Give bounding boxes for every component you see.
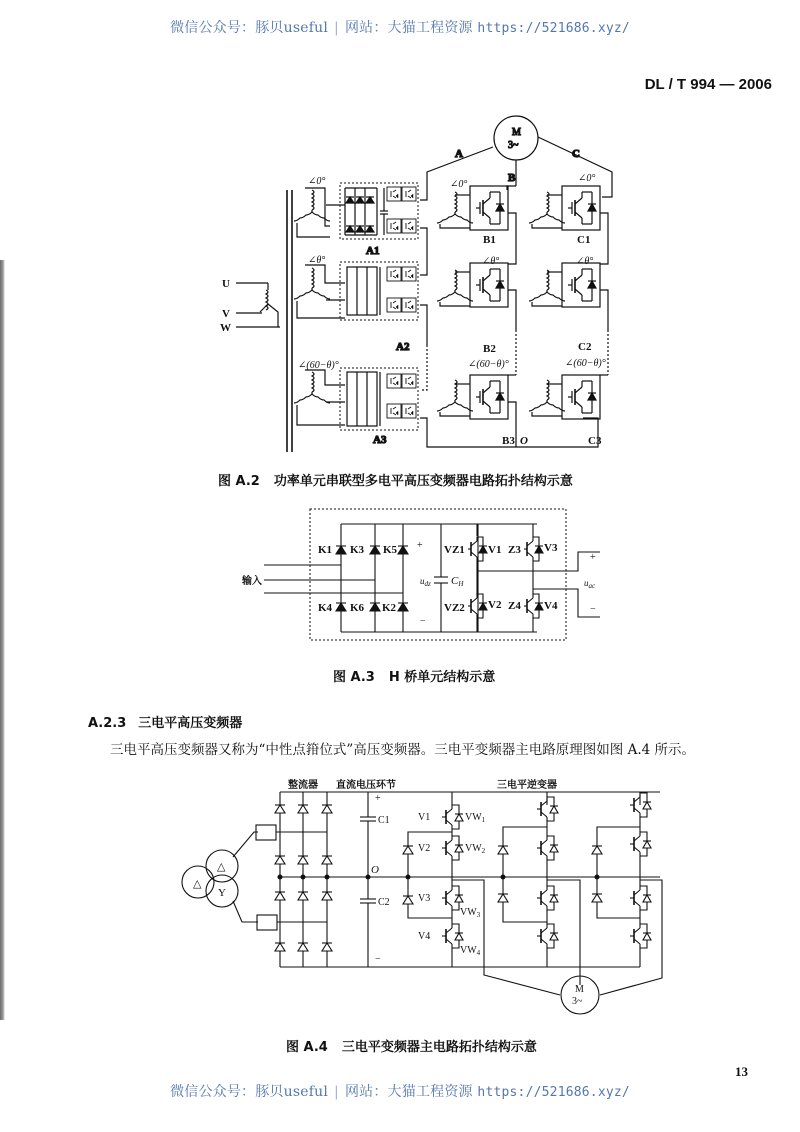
phase-c: C [572, 148, 580, 160]
unit-label-c3: C3 [588, 435, 602, 447]
ac-minus: − [590, 604, 596, 615]
watermark-url-link[interactable]: https://521686.xyz/ [477, 21, 630, 36]
diode-k4: K4 [318, 602, 333, 614]
winding-delta-1: △ [193, 878, 202, 890]
section-title: 三电平高压变频器 [138, 716, 243, 731]
dc-minus: − [375, 954, 381, 965]
angle-a2: ∠θ° [308, 255, 326, 266]
igbt-v2: V2 [488, 599, 502, 611]
angle-c3: ∠(60−θ)° [565, 358, 606, 369]
figure-a3-number: 图 A.3 [333, 670, 375, 685]
dc-plus: + [375, 793, 381, 804]
watermark-bottom [0, 1081, 800, 1101]
igbt-v4: V4 [544, 600, 558, 612]
capacitor-c2: C2 [378, 897, 390, 908]
section-paragraph: 三电平高压变频器又称为“中性点箝位式”高压变频器。三电平变频器主电路原理图如图 A.4 所示。 [110, 742, 696, 758]
angle-b3: ∠(60−θ)° [468, 359, 509, 370]
winding-wye: Y [218, 887, 226, 899]
dc-voltage-label: $u_{dz}$ [420, 576, 431, 588]
capacitor-c1: C1 [378, 815, 390, 826]
motor-sub: 3~ [508, 140, 519, 151]
page-number: 13 [735, 1064, 748, 1079]
igbt-v1: V1 [488, 544, 502, 556]
input-label: 输入 [242, 576, 262, 587]
unit-label-b3: B3 [502, 435, 515, 447]
diode-vw4: $VW_4$ [460, 945, 481, 957]
neutral-o: O [371, 864, 379, 876]
angle-b2: ∠θ° [482, 256, 500, 267]
diode-vw2: $VW_2$ [465, 843, 486, 855]
unit-label-b1: B1 [483, 234, 496, 246]
ac-voltage-label: $u_{ac}$ [584, 578, 596, 590]
unit-label-b2: B2 [483, 343, 496, 355]
angle-a1: ∠0° [308, 176, 326, 187]
watermark-site: 网站：大猫工程资源 [344, 1084, 473, 1100]
diode-vw1: $VW_1$ [465, 812, 486, 824]
inverter-label: 三电平逆变器 [497, 780, 557, 791]
figure-a4-number: 图 A.4 [286, 1040, 328, 1055]
dc-plus: + [417, 540, 423, 551]
igbt-v3: V3 [544, 542, 558, 554]
input-u: U [222, 278, 230, 290]
figure-a2-number: 图 A.2 [218, 474, 260, 489]
watermark-account: 微信公众号：豚贝useful [170, 20, 329, 36]
unit-label-c1: C1 [577, 234, 591, 246]
diode-vz1: VZ1 [444, 544, 465, 556]
phase-a: A [455, 148, 463, 160]
ac-plus: + [590, 552, 596, 563]
watermark-separator: | [334, 20, 339, 36]
igbt-v4: V4 [418, 931, 431, 942]
angle-a3: ∠(60−θ)° [298, 360, 339, 371]
unit-label-c2: C2 [578, 341, 592, 353]
igbt-v1: V1 [418, 812, 431, 823]
dc-link-label: 直流电压环节 [336, 780, 396, 791]
unit-label-a3: A3 [373, 434, 387, 446]
figure-a4-title: 三电平变频器主电路拓扑结构示意 [341, 1040, 537, 1055]
unit-label-a2: A2 [396, 341, 410, 353]
angle-b1: ∠0° [450, 179, 468, 190]
figure-a2-title: 功率单元串联型多电平高压变频器电路拓扑结构示意 [273, 474, 573, 489]
watermark-separator: | [334, 1084, 339, 1100]
angle-c2: ∠θ° [576, 256, 594, 267]
dc-minus: − [420, 616, 426, 627]
section-number: A.2.3 [88, 716, 127, 731]
angle-c1: ∠0° [578, 173, 596, 184]
capacitor-label: CH [451, 575, 464, 588]
input-w: W [220, 322, 231, 334]
diode-k6: K6 [350, 602, 365, 614]
motor-label: M [512, 127, 521, 138]
watermark-account: 微信公众号：豚贝useful [170, 1084, 329, 1100]
diode-k3: K3 [350, 544, 365, 556]
winding-delta-2: △ [217, 861, 226, 873]
motor-sub: 3~ [572, 996, 583, 1007]
watermark-site: 网站：大猫工程资源 [344, 20, 473, 36]
diode-k1: K1 [318, 544, 333, 556]
watermark-url-link[interactable]: https://521686.xyz/ [477, 1085, 630, 1100]
motor-label: M [575, 984, 584, 995]
igbt-v3: V3 [418, 893, 431, 904]
figure-a4-caption [286, 1036, 537, 1055]
diode-vw3: $VW_3$ [460, 907, 481, 919]
input-v: V [222, 308, 230, 320]
diode-z3: Z3 [508, 544, 521, 556]
standard-code: DL / T 994 — 2006 [644, 76, 772, 93]
igbt-v2: V2 [418, 843, 431, 854]
unit-label-a1: A1 [366, 245, 380, 257]
rectifier-label: 整流器 [288, 780, 318, 791]
diode-k2: K2 [382, 602, 397, 614]
diode-z4: Z4 [508, 600, 521, 612]
diode-vz2: VZ2 [444, 602, 465, 614]
diode-k5: K5 [383, 544, 398, 556]
figure-a3-title: H 桥单元结构示意 [388, 670, 496, 685]
phase-b: B [508, 172, 516, 184]
neutral-o: O [520, 435, 528, 447]
